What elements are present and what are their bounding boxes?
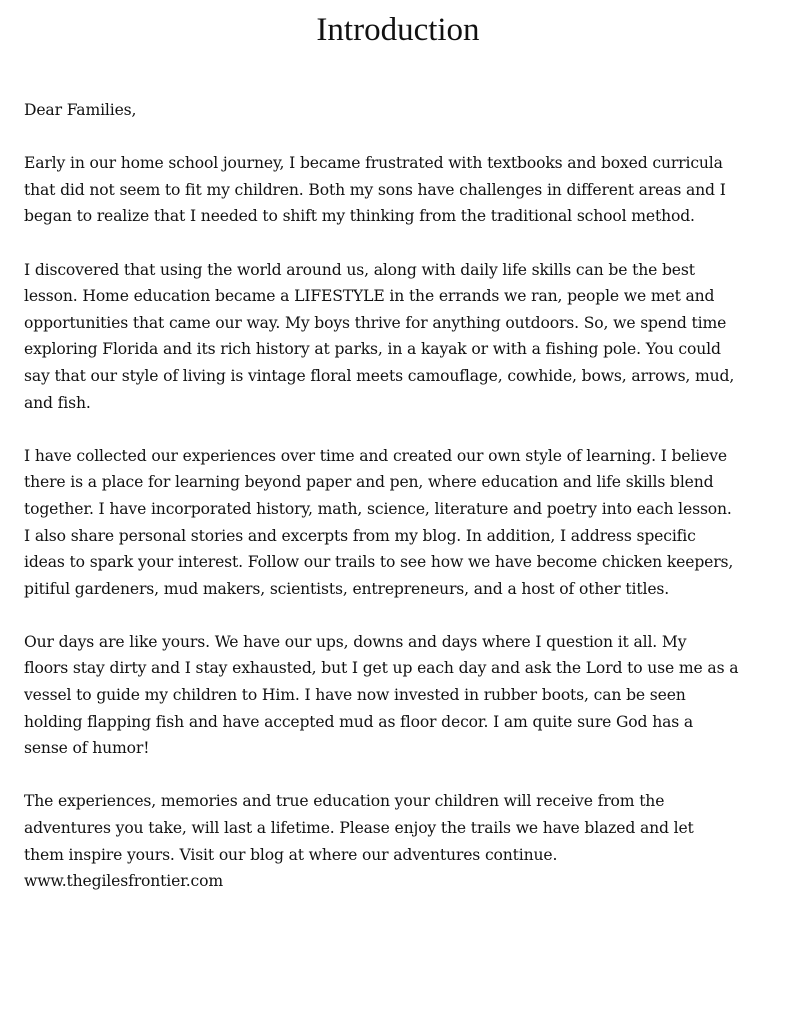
paragraph-line: say that our style of living is vintage floral meets camouflage, cowhide, bows, arrows, mud, — [24, 366, 735, 385]
paragraph-line: vessel to guide my children to Him. I have now invested in rubber boots, can be seen — [24, 686, 686, 705]
blog-url: www.thegilesfrontier.com — [24, 872, 224, 891]
letter-body — [24, 97, 784, 895]
paragraph-line: Our days are like yours. We have our ups, downs and days where I question it all. My — [24, 632, 687, 651]
paragraph-5 — [24, 788, 784, 894]
paragraph-line: The experiences, memories and true education your children will receive from the — [24, 792, 665, 811]
paragraph-line: floors stay dirty and I stay exhausted, but I get up each day and ask the Lord to use me as a — [24, 659, 739, 678]
salutation: Dear Families, — [24, 101, 137, 119]
paragraph-3 — [24, 443, 784, 603]
paragraph-line: pitiful gardeners, mud makers, scientists, entrepreneurs, and a host of other titles. — [24, 579, 670, 598]
paragraph-line: together. I have incorporated history, math, science, literature and poetry into each lesson. — [24, 499, 732, 518]
paragraph-line: lesson. Home education became a LIFESTYLE in the errands we ran, people we met and — [24, 287, 715, 306]
paragraph-line: Early in our home school journey, I became frustrated with textbooks and boxed curricula — [24, 154, 723, 173]
paragraph-line: holding flapping fish and have accepted mud as floor decor. I am quite sure God has a — [24, 712, 694, 731]
paragraph-line: ideas to spark your interest. Follow our trails to see how we have become chicken keepers, — [24, 553, 734, 572]
paragraph-line: opportunities that came our way. My boys thrive for anything outdoors. So, we spend time — [24, 313, 727, 332]
paragraph-2 — [24, 257, 784, 417]
paragraph-gap — [24, 602, 784, 629]
paragraph-line: and fish. — [24, 393, 91, 412]
paragraph-line: that did not seem to fit my children. Both my sons have challenges in different areas and I — [24, 180, 726, 199]
page-title: Introduction — [316, 12, 480, 48]
paragraph-gap — [24, 230, 784, 257]
paragraph-line: sense of humor! — [24, 739, 150, 758]
paragraph-line: I have collected our experiences over time and created our own style of learning. I believe — [24, 446, 727, 465]
paragraph-line: there is a place for learning beyond paper and pen, where education and life skills blend — [24, 473, 714, 492]
paragraph-gap — [24, 416, 784, 443]
paragraph-line: them inspire yours. Visit our blog at where our adventures continue. — [24, 845, 558, 864]
paragraph-line: began to realize that I needed to shift my thinking from the traditional school method. — [24, 207, 695, 226]
paragraph-gap — [24, 762, 784, 789]
paragraph-4 — [24, 629, 784, 762]
paragraph-line: adventures you take, will last a lifetime. Please enjoy the trails we have blazed and let — [24, 819, 694, 838]
paragraph-line: exploring Florida and its rich history at parks, in a kayak or with a fishing pole. You could — [24, 340, 721, 359]
paragraph-1 — [24, 150, 784, 230]
paragraph-line: I discovered that using the world around us, along with daily life skills can be the best — [24, 260, 695, 279]
paragraph-gap — [24, 124, 784, 151]
paragraph-line: I also share personal stories and excerpts from my blog. In addition, I address specific — [24, 526, 696, 545]
